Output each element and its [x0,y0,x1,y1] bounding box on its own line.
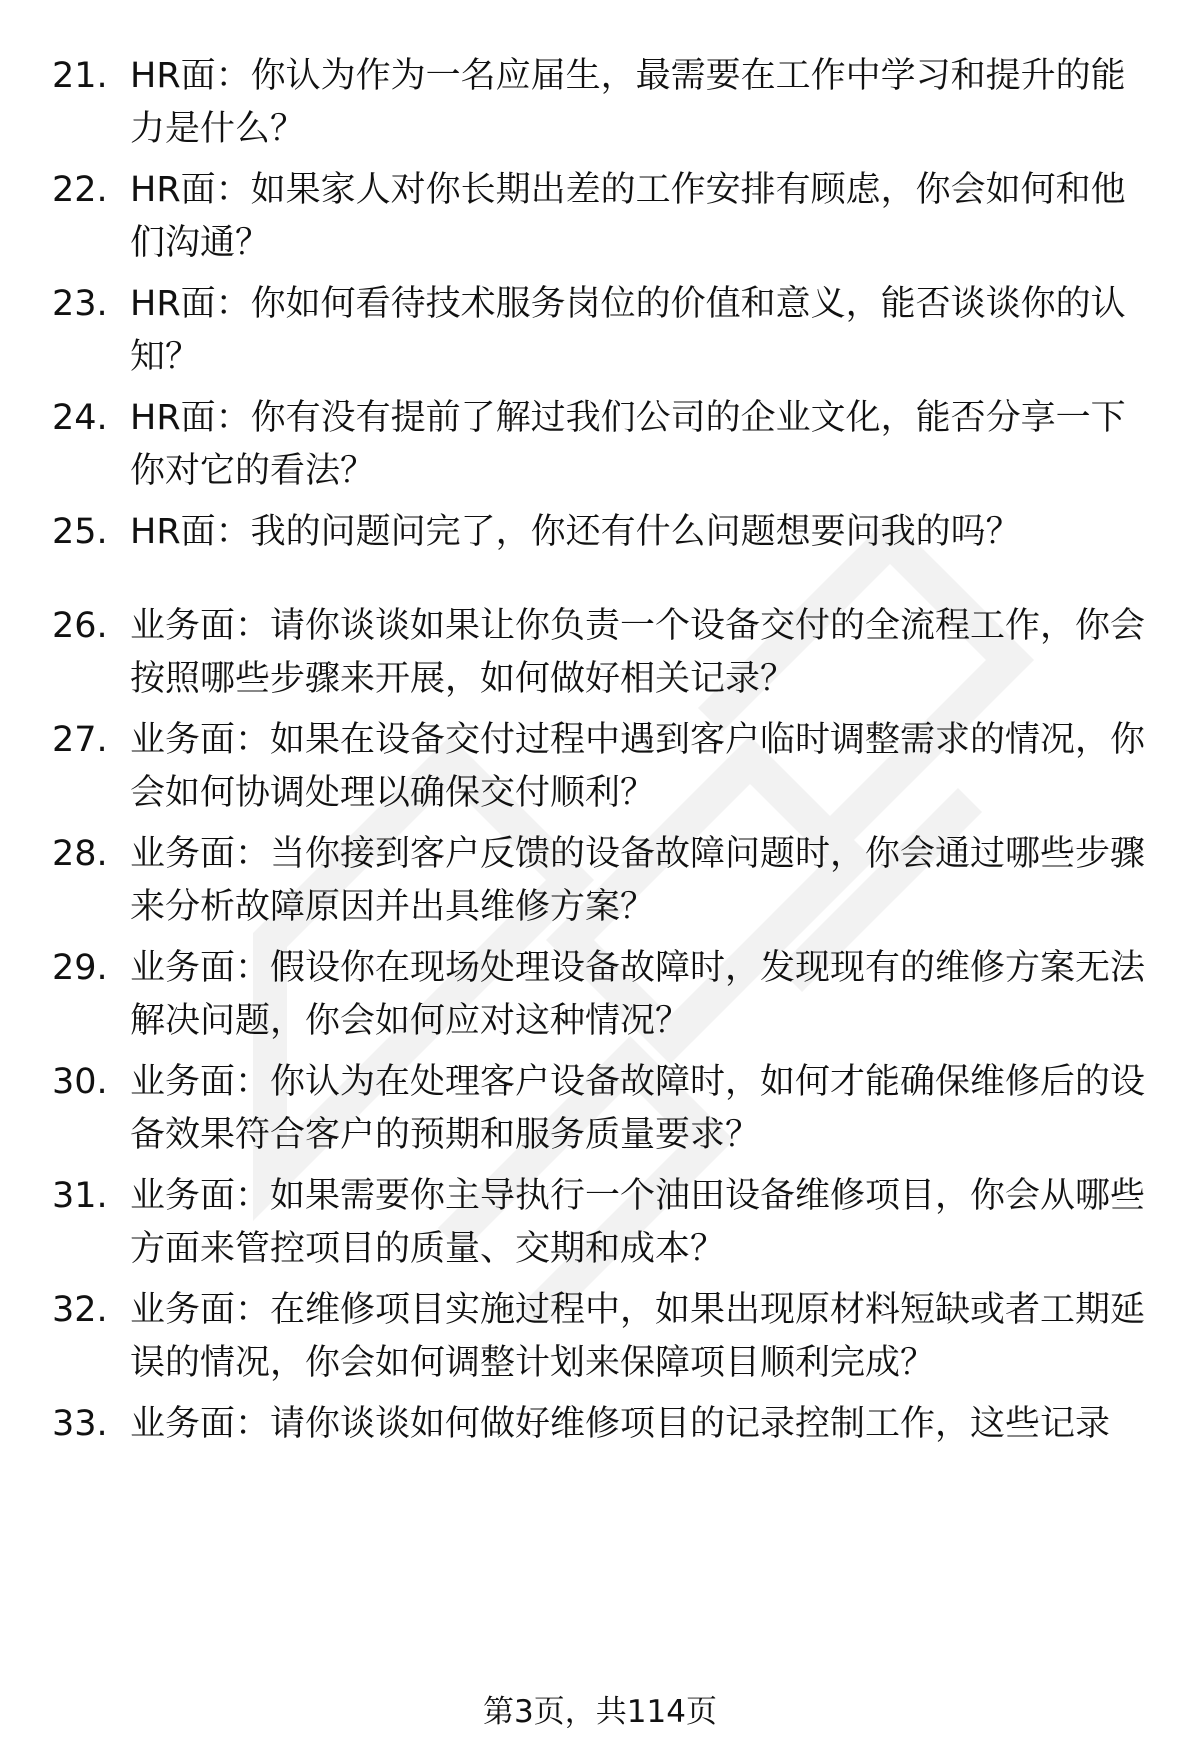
question-number: 25. [52,512,108,552]
question-text: HR面：我的问题问完了，你还有什么问题想要问我的吗？ [130,512,1021,552]
question-number: 29. [52,948,108,988]
question-number: 23. [52,284,108,324]
question-text: 业务面：你认为在处理客户设备故障时，如何才能确保维修后的设备效果符合客户的预期和服务质量要求？ [130,1062,1146,1155]
question-number: 32. [52,1290,108,1330]
question-text: HR面：你有没有提前了解过我们公司的企业文化，能否分享一下你对它的看法？ [130,398,1126,491]
page-number: 第3页，共114页 [483,1694,717,1730]
question-number: 24. [52,398,108,438]
question-number: 22. [52,170,108,210]
question-text: 业务面：请你谈谈如何做好维修项目的记录控制工作，这些记录 [130,1404,1111,1444]
question-number: 28. [52,834,108,874]
question-number: 31. [52,1176,108,1216]
question-number: 21. [52,56,108,96]
question-text: HR面：你如何看待技术服务岗位的价值和意义，能否谈谈你的认知？ [130,284,1126,377]
question-number: 27. [52,720,108,760]
question-text: 业务面：当你接到客户反馈的设备故障问题时，你会通过哪些步骤来分析故障原因并出具维修方案？ [130,834,1146,927]
question-text: HR面：如果家人对你长期出差的工作安排有顾虑，你会如何和他们沟通？ [130,170,1126,263]
question-number: 33. [52,1404,108,1444]
question-text: 业务面：如果需要你主导执行一个油田设备维修项目，你会从哪些方面来管控项目的质量、交期和成本？ [130,1176,1146,1269]
question-text: 业务面：请你谈谈如果让你负责一个设备交付的全流程工作，你会按照哪些步骤来开展，如何做好相关记录？ [130,606,1146,699]
question-text: 业务面：假设你在现场处理设备故障时，发现现有的维修方案无法解决问题，你会如何应对这种情况？ [130,948,1146,1041]
question-number: 26. [52,606,108,646]
question-text: 业务面：在维修项目实施过程中，如果出现原材料短缺或者工期延误的情况，你会如何调整计划来保障项目顺利完成？ [130,1290,1146,1383]
question-text: 业务面：如果在设备交付过程中遇到客户临时调整需求的情况，你会如何协调处理以确保交付顺利？ [130,720,1146,813]
question-text: HR面：你认为作为一名应届生，最需要在工作中学习和提升的能力是什么？ [130,56,1126,149]
question-number: 30. [52,1062,108,1102]
